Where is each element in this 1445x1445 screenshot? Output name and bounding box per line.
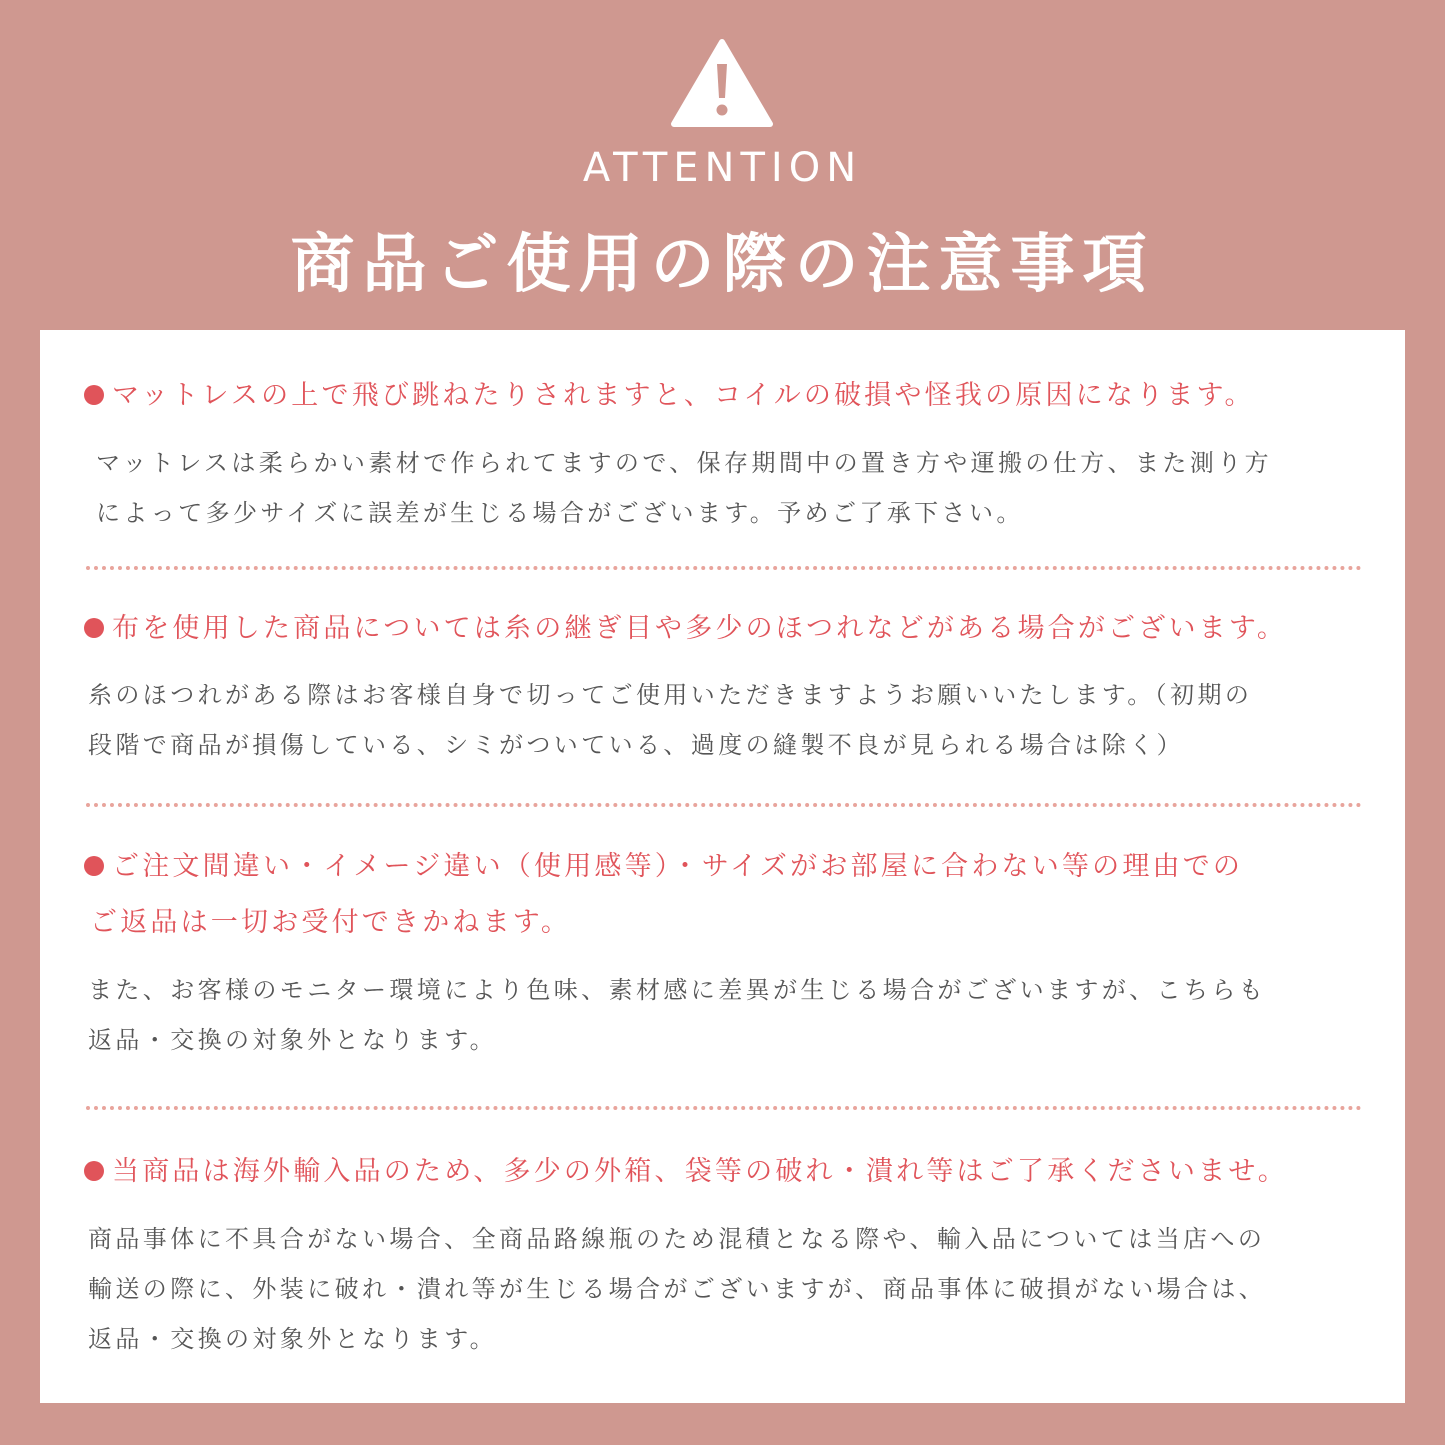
- section-1-body: [96, 438, 1386, 538]
- section-4-body-line-2: 輸送の際に、外装に破れ・潰れ等が生じる場合がございますが、商品事体に破損がない場合は、: [88, 1275, 1267, 1303]
- section-3-body-line-2: 返品・交換の対象外となります。: [88, 1026, 498, 1054]
- section-4-body-line-1: 商品事体に不具合がない場合、全商品路線瓶のため混積となる際や、輸入品については当店への: [88, 1225, 1266, 1253]
- section-3-body: [88, 965, 1378, 1065]
- section-2-body-line-1: 糸のほつれがある際はお客様自身で切ってご使用いただきますようお願いいたします。（初期の: [88, 681, 1253, 709]
- section-4-body-line-3: 返品・交換の対象外となります。: [88, 1325, 498, 1353]
- section-4-body: [88, 1214, 1378, 1364]
- section-1-heading: [84, 368, 1374, 424]
- section-3-heading-text-1: ご注文間違い・イメージ違い（使用感等）・サイズがお部屋に合わない等の理由での: [112, 851, 1244, 882]
- section-4-heading-text: 当商品は海外輸入品のため、多少の外箱、袋等の破れ・潰れ等はご了承くださいませ。: [112, 1156, 1288, 1187]
- section-2-body: [88, 670, 1378, 770]
- page-title: 商品ご使用の際の注意事項: [290, 228, 1155, 302]
- section-4-heading: [84, 1144, 1374, 1200]
- header: [0, 0, 1445, 330]
- bullet-dot-icon: [84, 618, 104, 638]
- section-3-heading: [84, 839, 1374, 951]
- section-divider: [86, 566, 1362, 570]
- section-divider: [86, 803, 1362, 807]
- section-3-heading-line-2: ご返品は一切お受付できかねます。: [90, 907, 572, 938]
- attention-label: ATTENTION: [582, 145, 863, 191]
- section-2-heading-text: 布を使用した商品については糸の継ぎ目や多少のほつれなどがある場合がございます。: [112, 613, 1288, 644]
- section-2-body-line-2: 段階で商品が損傷している、シミがついている、過度の縫製不良が見られる場合は除く）: [88, 731, 1184, 759]
- bullet-dot-icon: [84, 1161, 104, 1181]
- section-1-heading-line-1: [84, 380, 1255, 411]
- section-2-heading: [84, 601, 1374, 657]
- section-3-heading-line-1: [84, 839, 1374, 895]
- bullet-dot-icon: [84, 385, 104, 405]
- section-1-heading-text: マットレスの上で飛び跳ねたりされますと、コイルの破損や怪我の原因になります。: [112, 380, 1255, 411]
- bullet-dot-icon: [84, 856, 104, 876]
- notice-panel: [40, 330, 1405, 1403]
- section-divider: [86, 1106, 1362, 1110]
- section-1-body-line-1: マットレスは柔らかい素材で作られてますので、保存期間中の置き方や運搬の仕方、また測り方: [96, 449, 1273, 477]
- section-4-heading-line-1: [84, 1156, 1288, 1187]
- section-3-body-line-1: また、お客様のモニター環境により色味、素材感に差異が生じる場合がございますが、こちらも: [88, 976, 1267, 1004]
- section-2-heading-line-1: [84, 613, 1287, 644]
- warning-icon: [670, 38, 774, 128]
- section-1-body-line-2: によって多少サイズに誤差が生じる場合がございます。予めご了承下さい。: [96, 499, 1024, 527]
